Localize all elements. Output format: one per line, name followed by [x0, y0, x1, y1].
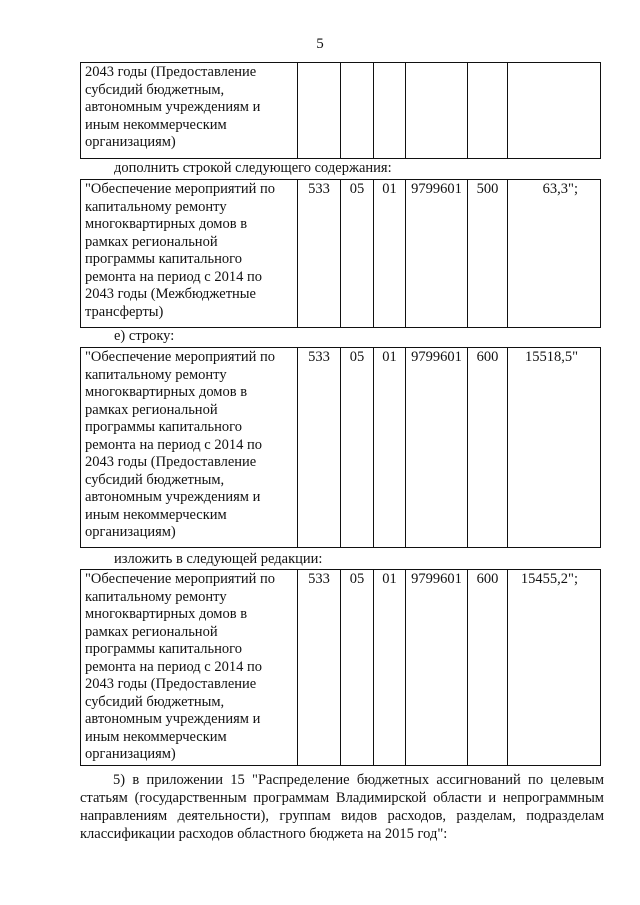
table-added-row [80, 179, 601, 328]
cell-ministry: 533 [298, 570, 341, 766]
body-paragraph [80, 771, 604, 843]
cell-expense-type: 600 [468, 570, 508, 766]
cell-section: 05 [341, 180, 374, 328]
cell-amount [508, 63, 601, 159]
paragraph-line: статьям (государственным программам Владимирской области и непрограммным [80, 790, 604, 806]
cell-ministry: 533 [298, 348, 341, 548]
cell-expense-type: 600 [468, 348, 508, 548]
row-description: "Обеспечение мероприятий по капитальному ремонту многоквартирных домов в рамках региональной программы капитального ремонта на период с 2014 по 2043 годы (Предоставление субсидий бюджетным, автономным учреждениям и иным некоммерческим организациям) [81, 570, 298, 766]
cell-amount: 15455,2"; [508, 570, 601, 766]
cell-section: 05 [341, 348, 374, 548]
cell-ministry: 533 [298, 180, 341, 328]
cell-subsection: 01 [374, 180, 406, 328]
table-row [81, 63, 601, 159]
page-number: 5 [316, 36, 324, 52]
cell-target-article: 9799601 [406, 180, 468, 328]
row-description: "Обеспечение мероприятий по капитальному ремонту многоквартирных домов в рамках региональной программы капитального ремонта на период с 2014 по 2043 годы (Межбюджетные трансферты) [81, 180, 298, 328]
cell-amount: 15518,5" [508, 348, 601, 548]
cell-expense-type [468, 63, 508, 159]
row-description: "Обеспечение мероприятий по капитальному ремонту многоквартирных домов в рамках региональной программы капитального ремонта на период с 2014 по 2043 годы (Предоставление субсидий бюджетным, автономным учреждениям и иным некоммерческим организациям) [81, 348, 298, 548]
instruction-new-edition: изложить в следующей редакции: [114, 551, 323, 567]
cell-target-article: 9799601 [406, 570, 468, 766]
table-new-row [80, 569, 601, 766]
instruction-row-old: е) строку: [114, 328, 175, 344]
instruction-add-row: дополнить строкой следующего содержания: [114, 160, 392, 176]
cell-subsection [374, 63, 406, 159]
cell-ministry [298, 63, 341, 159]
table-old-row [80, 347, 601, 548]
table-row [81, 180, 601, 328]
cell-target-article: 9799601 [406, 348, 468, 548]
paragraph-line: направлениям деятельности), группам видов расходов, разделам, подразделам [80, 808, 604, 824]
cell-target-article [406, 63, 468, 159]
cell-expense-type: 500 [468, 180, 508, 328]
cell-amount: 63,3"; [508, 180, 601, 328]
cell-subsection: 01 [374, 570, 406, 766]
paragraph-line: классификации расходов областного бюджета на 2015 год": [80, 826, 448, 842]
paragraph-line: 5) в приложении 15 "Распределение бюджетных ассигнований по целевым [113, 772, 604, 788]
cell-subsection: 01 [374, 348, 406, 548]
cell-section: 05 [341, 570, 374, 766]
cell-section [341, 63, 374, 159]
table-continuation [80, 62, 601, 159]
row-description: 2043 годы (Предоставление субсидий бюджетным, автономным учреждениям и иным некоммерческим организациям) [81, 63, 298, 159]
table-row [81, 348, 601, 548]
table-row [81, 570, 601, 766]
